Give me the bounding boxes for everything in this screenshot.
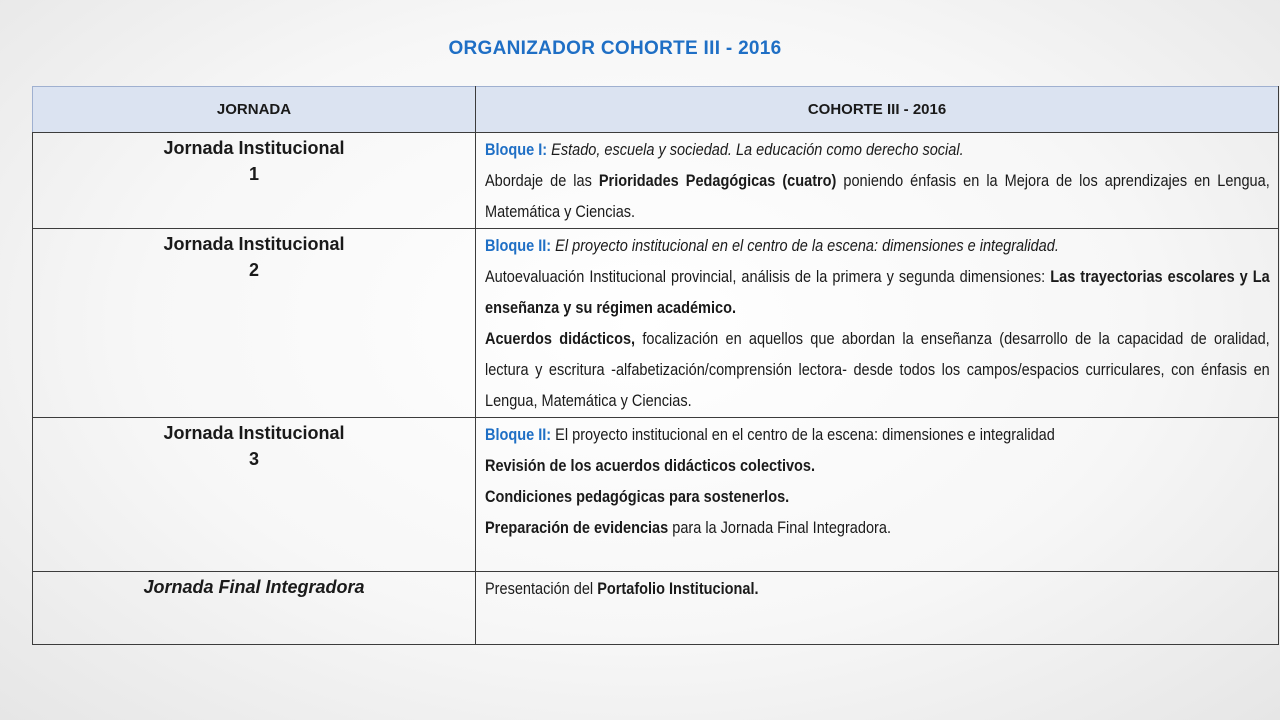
content-cell [476,572,1279,645]
jornada-name: Jornada Institucional [163,138,345,158]
content-paragraph: Revisión de los acuerdos didácticos colectivos. [485,457,816,475]
bold-text: Preparación de evidencias [485,519,669,537]
bold-text: Las trayectorias escolares y La enseñanza y su régimen académico. [485,268,1270,317]
text: Autoevaluación Institucional provincial, análisis de la primera y segunda dimensiones: [485,268,1051,286]
organizer-table [32,86,1279,645]
jornada-name: Jornada Institucional [163,423,345,443]
bloque-label: Bloque II: [485,426,552,444]
bold-text: Portafolio Institucional. [597,580,759,598]
content-paragraph [485,166,1270,228]
content-paragraph [485,574,1270,605]
bloque-text: El proyecto institucional en el centro de la escena: dimensiones e integralidad [551,426,1055,444]
jornada-name: Jornada Institucional [163,234,345,254]
page-title: ORGANIZADOR COHORTE III - 2016 [448,38,782,59]
table-row [33,133,1279,229]
text: poniendo énfasis en la Mejora de los aprendizajes en Lengua, Matemática y Ciencias. [485,172,1270,221]
bloque-text: Estado, escuela y sociedad. La educación como derecho social. [547,141,964,159]
jornada-number: 1 [248,164,259,184]
bloque-label: Bloque I: [485,141,548,159]
bloque-line [485,420,1270,451]
content-paragraph [485,513,1270,544]
jornada-name: Jornada Final Integradora [143,577,365,597]
bold-text: Acuerdos didácticos, [485,330,636,348]
bloque-text: El proyecto institucional en el centro de la escena: dimensiones e integralidad. [551,237,1059,255]
header-cohorte: COHORTE III - 2016 [476,87,1279,133]
bloque-line [485,231,1270,262]
jornada-cell [33,418,476,572]
table-row [33,572,1279,645]
jornada-cell [33,229,476,418]
jornada-number: 2 [248,260,259,280]
table-header-row [33,87,1279,133]
jornada-cell [33,572,476,645]
content-cell [476,133,1279,229]
text: focalización en aquellos que abordan la enseñanza (desarrollo de la capacidad de oralidad, lectura y escritura -alfabetización/comprensión lectora- desde todos los campos/espacios curriculares, con énfasis en Lengua, Matemática y Ciencias. [485,330,1270,410]
jornada-number: 3 [248,449,259,469]
bold-text: Prioridades Pedagógicas (cuatro) [598,172,837,190]
text: para la Jornada Final Integradora. [668,519,891,537]
content-paragraph [485,324,1270,417]
header-jornada: JORNADA [33,87,476,133]
bloque-label: Bloque II: [485,237,552,255]
jornada-cell [33,133,476,229]
text: Presentación del [485,580,598,598]
bloque-line [485,135,1270,166]
table-row [33,229,1279,418]
text: Abordaje de las [485,172,599,190]
content-cell [476,418,1279,572]
table-row [33,418,1279,572]
content-paragraph: Condiciones pedagógicas para sostenerlos. [485,488,790,506]
content-cell [476,229,1279,418]
content-paragraph [485,262,1270,324]
